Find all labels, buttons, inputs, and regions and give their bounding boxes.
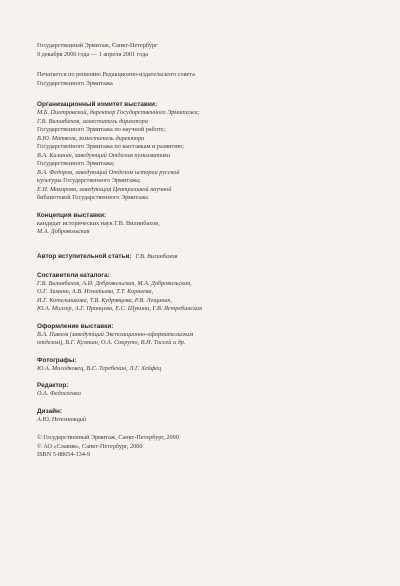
venue-line: Государственный Эрмитаж, Санкт-Петербург <box>37 42 158 49</box>
header-block <box>37 42 367 59</box>
photos-heading: Фотографы: <box>37 356 77 364</box>
compilers-line: О.Г. Зимина, А.В. Игнатьева, Т.Т. Корнеева, <box>37 288 154 295</box>
committee-line: Г.В. Вилинбахов, заместитель директора <box>37 117 148 125</box>
editor-line: О.А. Федосеенко <box>37 390 81 397</box>
committee-line: Государственного Эрмитажа по научной работе; <box>37 126 166 133</box>
designer-heading: Дизайн: <box>37 407 63 415</box>
isbn-line: ISBN 5-88654-134-9 <box>37 451 91 458</box>
committee-section <box>37 100 367 203</box>
committee-line: Государственного Эрмитажа по выставкам и развитию; <box>37 143 184 150</box>
committee-line: В.А. Федоров, заведующий Отделом истории русской <box>37 168 180 176</box>
committee-line: В.Ю. Матвеев, заместитель директора <box>37 134 145 142</box>
design-exhibit-heading: Оформление выставки: <box>37 322 114 330</box>
committee-heading: Организационный комитет выставки: <box>37 101 158 108</box>
colophon-page <box>37 42 367 468</box>
concept-heading: Концепция выставки: <box>37 211 107 219</box>
design-exhibit-line: В.А. Павлов (заведующий Экспозиционно-оформительским <box>37 330 194 338</box>
concept-section <box>37 211 367 237</box>
concept-line: кандидат исторических наук Г.В. Вилинбахов, <box>37 219 160 227</box>
copyright-line: © Государственный Эрмитаж, Санкт-Петербург, 2000 <box>37 434 179 441</box>
editor-heading: Редактор: <box>37 382 69 389</box>
photos-section <box>37 356 367 374</box>
copyright-section <box>37 434 367 460</box>
compilers-line: И.Г. Котельникова, Т.В. Кудрявцева, Р.В. Лещинин, <box>37 296 173 304</box>
publication-note-line: Государственного Эрмитажа <box>37 79 113 87</box>
committee-line: В.А. Калинин, заведующий Отделом нумизматики <box>37 151 171 159</box>
design-exhibit-line: отделом), В.Г. Кузякин, О.А. Сокруто, В.Н. Тоссей и др. <box>37 339 186 346</box>
dates-line: 9 декабря 2000 года — 1 апреля 2001 года <box>37 50 149 58</box>
design-exhibit-section <box>37 322 367 348</box>
committee-line: Государственного Эрмитажа; <box>37 160 115 167</box>
committee-line: библиотекой Государственного Эрмитажа <box>37 194 149 201</box>
copyright-line: © АО «Славия», Санкт-Петербург, 2000 <box>37 442 143 450</box>
intro-author-section <box>37 245 367 263</box>
committee-line: М.Б. Пиотровский, директор Государственного Эрмитажа; <box>37 109 200 116</box>
designer-section <box>37 407 367 425</box>
photos-line: Ю.А. Молодковец, В.С. Теребенин, Л.Г. Хейфец <box>37 364 162 372</box>
compilers-line: Г.В. Вилинбахов, А.И. Добровольская, М.А. Добровольская, <box>37 279 192 287</box>
committee-line: культуры Государственного Эрмитажа; <box>37 177 141 184</box>
compilers-heading: Составители каталога: <box>37 271 110 279</box>
publication-note-line: Печатается по решению Редакционно-издательского совета <box>37 71 195 78</box>
intro-author-heading: Автор вступительной статьи: <box>37 252 132 260</box>
publication-note <box>37 71 367 88</box>
designer-line: А.Ю. Непомнящий <box>37 415 87 423</box>
compilers-section <box>37 271 367 314</box>
compilers-line: Ю.А. Миллер, А.Г. Принцева, Е.С. Щукина, Г.В. Ястребинская <box>37 305 202 312</box>
concept-line: М.А. Добровольская <box>37 228 90 235</box>
committee-line: Е.Н. Макарова, заведующая Центральной научной <box>37 185 172 193</box>
intro-author-name: Г.В. Вилинбахов <box>135 252 178 260</box>
editor-section <box>37 381 367 399</box>
